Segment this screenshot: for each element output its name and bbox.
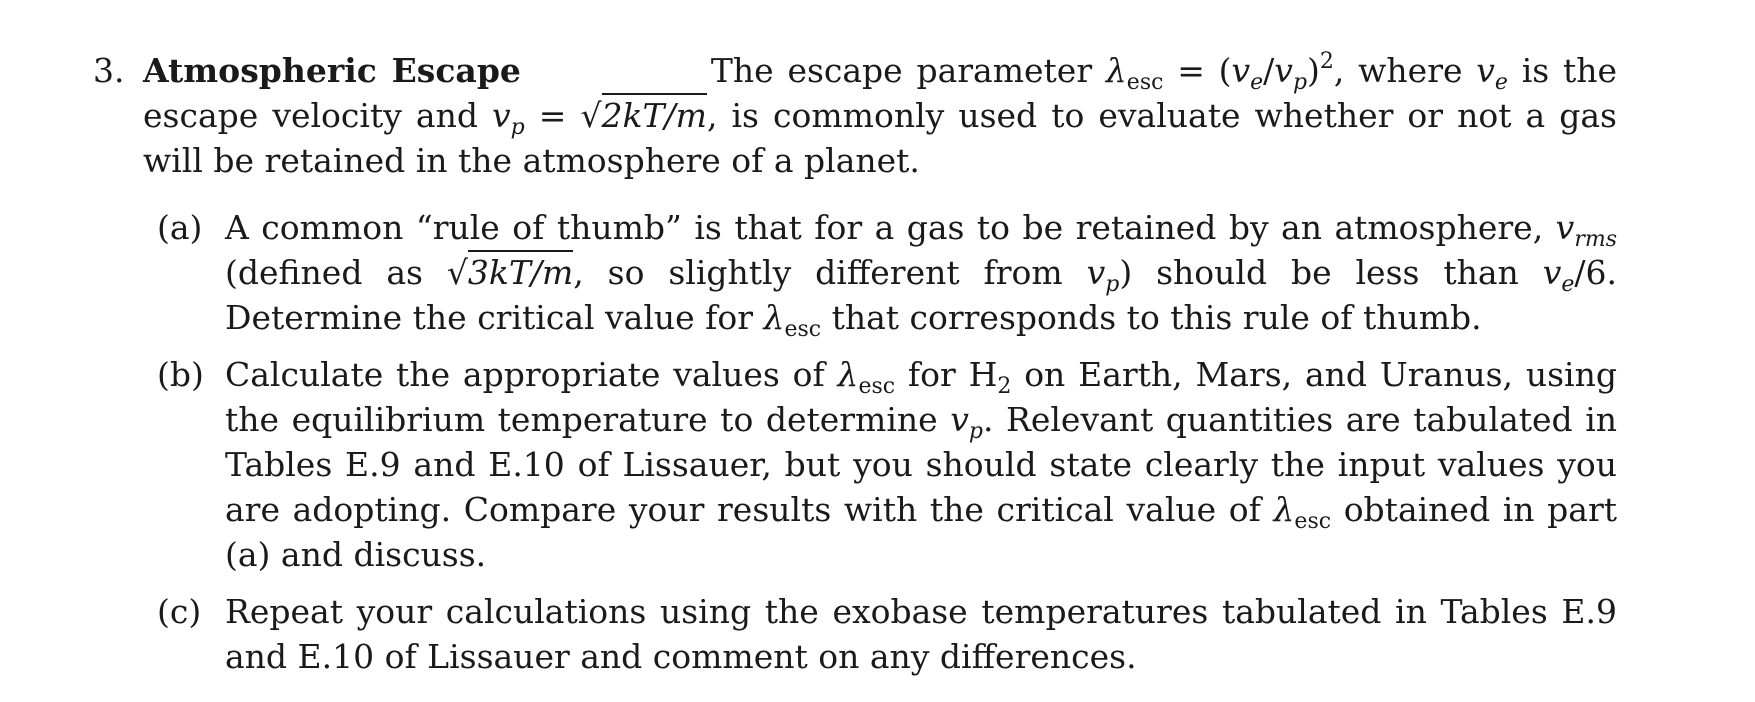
vp-symbol-b: v [950,400,969,439]
part-b [157,352,1617,577]
part-a-text-6: that corresponds to this rule of thumb. [821,298,1482,337]
part-a-text-1: A common “rule of thumb” is that for a gas to be retained by an atmosphere, [225,208,1556,247]
problem-intro [93,48,1617,183]
sqrt-expression-a [447,250,573,292]
intro-text-3: is the escape velocity and [143,51,1618,135]
part-a-text-2: (defined as [225,253,447,292]
esc-subscript: esc [1126,70,1164,95]
part-a [157,205,1617,340]
h2-subscript: 2 [997,374,1012,399]
part-b-label: (b) [157,355,204,394]
part-b-text-2: for H [895,355,998,394]
e-subscript-2: e [1494,70,1508,95]
intro-text-1: The escape parameter [710,51,1106,90]
problem-title: Atmospheric Escape [143,51,521,90]
intro-equals: = ( [1163,51,1232,90]
part-c [157,589,1617,679]
slash: / [1263,51,1275,90]
sqrt-icon-a: √ [446,253,468,292]
p-subscript-b: p [968,419,983,444]
part-a-text-4: ) should be less than [1119,253,1543,292]
lambda-symbol: λ [1105,51,1127,90]
p-subscript-2: p [510,115,525,140]
vp-symbol-a: v [1086,253,1106,292]
radicand: 2kT/m [602,93,707,135]
parts-list [157,205,1617,679]
rms-subscript: rms [1574,227,1617,252]
esc-subscript-b: esc [858,374,896,399]
part-a-label: (a) [157,208,203,247]
squared-superscript: 2 [1319,49,1334,74]
intro-equals-2: = [524,96,581,135]
ve-symbol: v [1231,51,1251,90]
vp-symbol: v [1274,51,1293,90]
intro-text-2: , where [1333,51,1477,90]
part-c-label: (c) [157,592,202,631]
esc-subscript-b2: esc [1294,509,1332,534]
intro-text-4: , is commonly used to evaluate whether or not a gas will be retained in the atmosphere of a planet. [143,96,1617,180]
part-a-text-3: , so slightly different from [573,253,1087,292]
radicand-a: 3kT/m [468,250,573,292]
lambda-symbol-a: λ [763,298,785,337]
vrms-symbol: v [1555,208,1575,247]
part-b-text-1: Calculate the appropriate values of [225,355,838,394]
problem-3 [93,48,1617,691]
part-c-text: Repeat your calculations using the exobase temperatures tabulated in Tables E.9 and E.10 of Lissauer and comment on any differences. [225,592,1617,676]
close-paren: ) [1307,51,1320,90]
lambda-symbol-b2: λ [1273,490,1295,529]
problem-number: 3. [93,51,125,90]
p-subscript-a: p [1105,272,1120,297]
e-subscript: e [1250,70,1264,95]
p-subscript: p [1292,70,1308,95]
part-a-text-5: /6. Determine the critical value for [225,253,1617,337]
vp-symbol-2: v [492,96,511,135]
sqrt-expression [581,93,707,135]
lambda-symbol-b: λ [837,355,859,394]
ve-symbol-2: v [1476,51,1495,90]
esc-subscript-a: esc [784,317,822,342]
sqrt-icon: √ [580,96,602,135]
e-subscript-a: e [1561,272,1575,297]
ve-symbol-a: v [1542,253,1562,292]
intro-paragraph [143,48,1617,183]
part-b-text-4: . Relevant quantities are tabulated in Tables E.9 and E.10 of Lissauer, but you should state clearly the input values you are adopting. Compare your results with the critical value of [225,400,1618,529]
part-b-text-5: obtained in part (a) and discuss. [225,490,1617,574]
part-b-text-3: on Earth, Mars, and Uranus, using the equilibrium temperature to determine [225,355,1617,439]
